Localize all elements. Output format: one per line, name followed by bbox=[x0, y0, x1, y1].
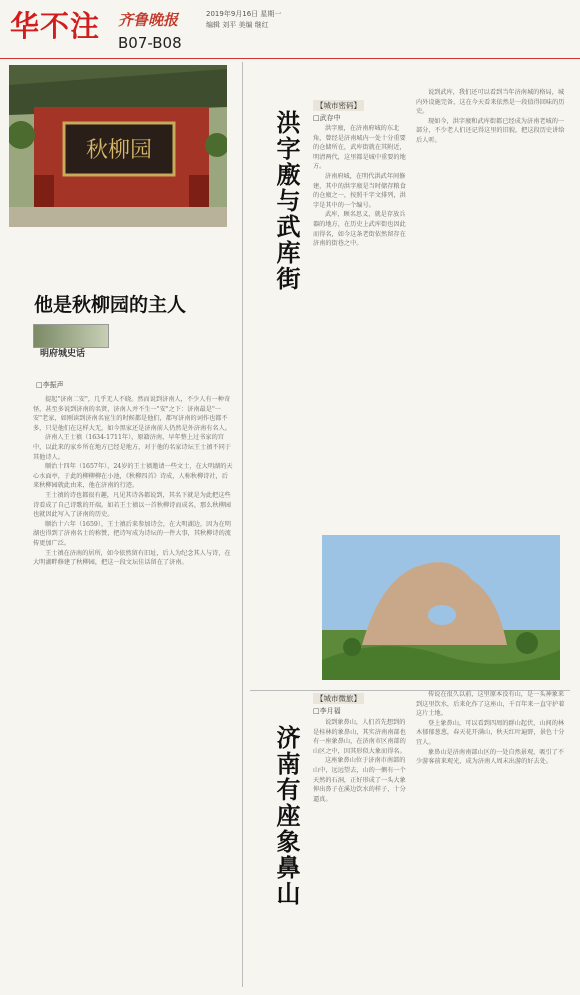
newspaper-logo: 齐鲁晚报 bbox=[118, 11, 179, 29]
header-rule bbox=[0, 58, 580, 59]
paragraph: 现如今，洪字廒和武库街都已经成为济南老城的一部分，不少老人们还记得这里的旧貌，把这段历史讲给后人听。 bbox=[416, 117, 565, 144]
paragraph: 王士禛的诗也都很有趣，凡见其诗各都说到，其名下就是为此把这些诗看成了自己诗歌的开端。如若王士禛以一首秋柳诗而成名，那么秋柳园也就因此写入了济南的历史。 bbox=[33, 491, 231, 519]
article3-body-col2 bbox=[416, 690, 566, 988]
page-title: 华不注 bbox=[10, 9, 101, 43]
paragraph: 武库，顾名思义，就是存放兵器的地方，在历史上武库街也因此而得名，如今这条老街依然留存在济南的街巷之中。 bbox=[313, 211, 406, 248]
article1-body bbox=[33, 395, 233, 983]
article3-headline: 济南有座象鼻山 bbox=[272, 725, 300, 907]
paragraph: 这座象鼻山位于济南市南部的山中，远远望去，山的一侧有一个天然的石洞，正好形成了一头大象伸出鼻子在溪边饮水的样子，十分逼真。 bbox=[313, 757, 406, 803]
paragraph: 说到武库，我们还可以看到当年济南城的格局，城内外设施完备，这在今天看来依然是一段值得回味的历史。 bbox=[416, 89, 565, 116]
article2-author: □武存中 bbox=[313, 114, 341, 122]
article2-headline: 洪字廒与武库街 bbox=[272, 110, 300, 292]
editors-line: 编辑 刘平 美编 继红 bbox=[206, 21, 269, 29]
page-number: B07-B08 bbox=[118, 34, 182, 52]
article2-body-col1 bbox=[313, 124, 408, 524]
paragraph: 登上象鼻山，可以看到四周的群山起伏，山间的林木郁郁葱葱，春天花开满山，秋天红叶遍野，景色十分宜人。 bbox=[416, 719, 565, 746]
column-name: 明府城史话 bbox=[40, 349, 86, 359]
article2-label: 【城市密码】 bbox=[313, 100, 364, 111]
article3-label: 【城市微旅】 bbox=[313, 693, 364, 704]
paragraph: 顺治十四年（1657年），24岁的王士禛邀请一些文士，在大明湖的天心水面亭，于此的柳柳柳在小池，《秋柳四首》诗成，人称秋柳诗社，后来秋柳园就此由来，他在济南的行迹。 bbox=[33, 463, 233, 490]
qiuliu-garden-photo bbox=[9, 65, 227, 227]
plaque-text: 秋柳园 bbox=[85, 138, 153, 163]
column-badge bbox=[33, 324, 109, 348]
elephant-trunk-mountain-photo bbox=[322, 535, 560, 680]
article2-body-col2 bbox=[416, 88, 566, 518]
paragraph: 顺治十六年（1659），王士禛后来参加诗会，在大明湖边，因为在明湖也得到了济南名士的称赞，把诗写成为诗坛的一件大事，其秋柳诗的流传更加广泛。 bbox=[33, 520, 231, 547]
issue-date: 2019年9月16日 星期一 bbox=[206, 10, 282, 18]
paragraph: 象鼻山是济南南部山区的一处自然景观，吸引了不少游客前来观光，成为济南人周末出游的好去处。 bbox=[416, 748, 565, 766]
column-divider bbox=[242, 62, 243, 987]
paragraph: 洪字廒，在济南府城的东北角，曾经是济南城内一处十分重要的仓储所在，武库街就在其附近，明清两代，这里都是城中重要的地方。 bbox=[313, 125, 406, 171]
article3-body-col1 bbox=[313, 718, 408, 988]
paragraph: 说到象鼻山，人们首先想到的是桂林的象鼻山，其实济南南部也有一座象鼻山，在济南市区南部的山区之中，因其形似大象而得名。 bbox=[313, 719, 406, 755]
paragraph: 济南府城，在明代洪武年间修建，其中的洪字廒是当时储存粮食的仓廒之一，按照千字文排列，洪字是其中的一个编号。 bbox=[313, 172, 406, 209]
page-header bbox=[0, 0, 580, 58]
paragraph: 济南人王士禛（1634-1711年），原籍济南，早年整上过书家的宫中，以此来的家乡所在地方已经是地方，对于他的名家诗坛王士禛不同于其他诗人。 bbox=[33, 434, 231, 461]
article1-headline: 他是秋柳园的主人 bbox=[34, 294, 187, 316]
paragraph: 提起"济南二安"，几乎无人不晓。然而说到济南人，不少人有一种奇怪，甚至多说到济南的名贤，济南人并不生一"安"之下：济南最是"一安"老家，如刚读到济南名宦生的时候都是他们，都写济南的词作也都不多，只是他们在这样大无，如今黑家还是济南前人仍然是外济南有名人。 bbox=[33, 396, 231, 432]
article3-author: □李月福 bbox=[313, 707, 341, 715]
paragraph: 传说在很久以前，这里原本没有山，是一头神象来到这里饮水，后来化作了这座山，千百年来一直守护着这片土地。 bbox=[416, 691, 565, 718]
article1-author: □李振声 bbox=[36, 381, 64, 389]
paragraph: 王士禛在济南的居所，如今依然留有旧址，后人为纪念其人与诗，在大明湖畔修建了秋柳园，把这一段文坛佳话留在了济南。 bbox=[33, 549, 231, 567]
